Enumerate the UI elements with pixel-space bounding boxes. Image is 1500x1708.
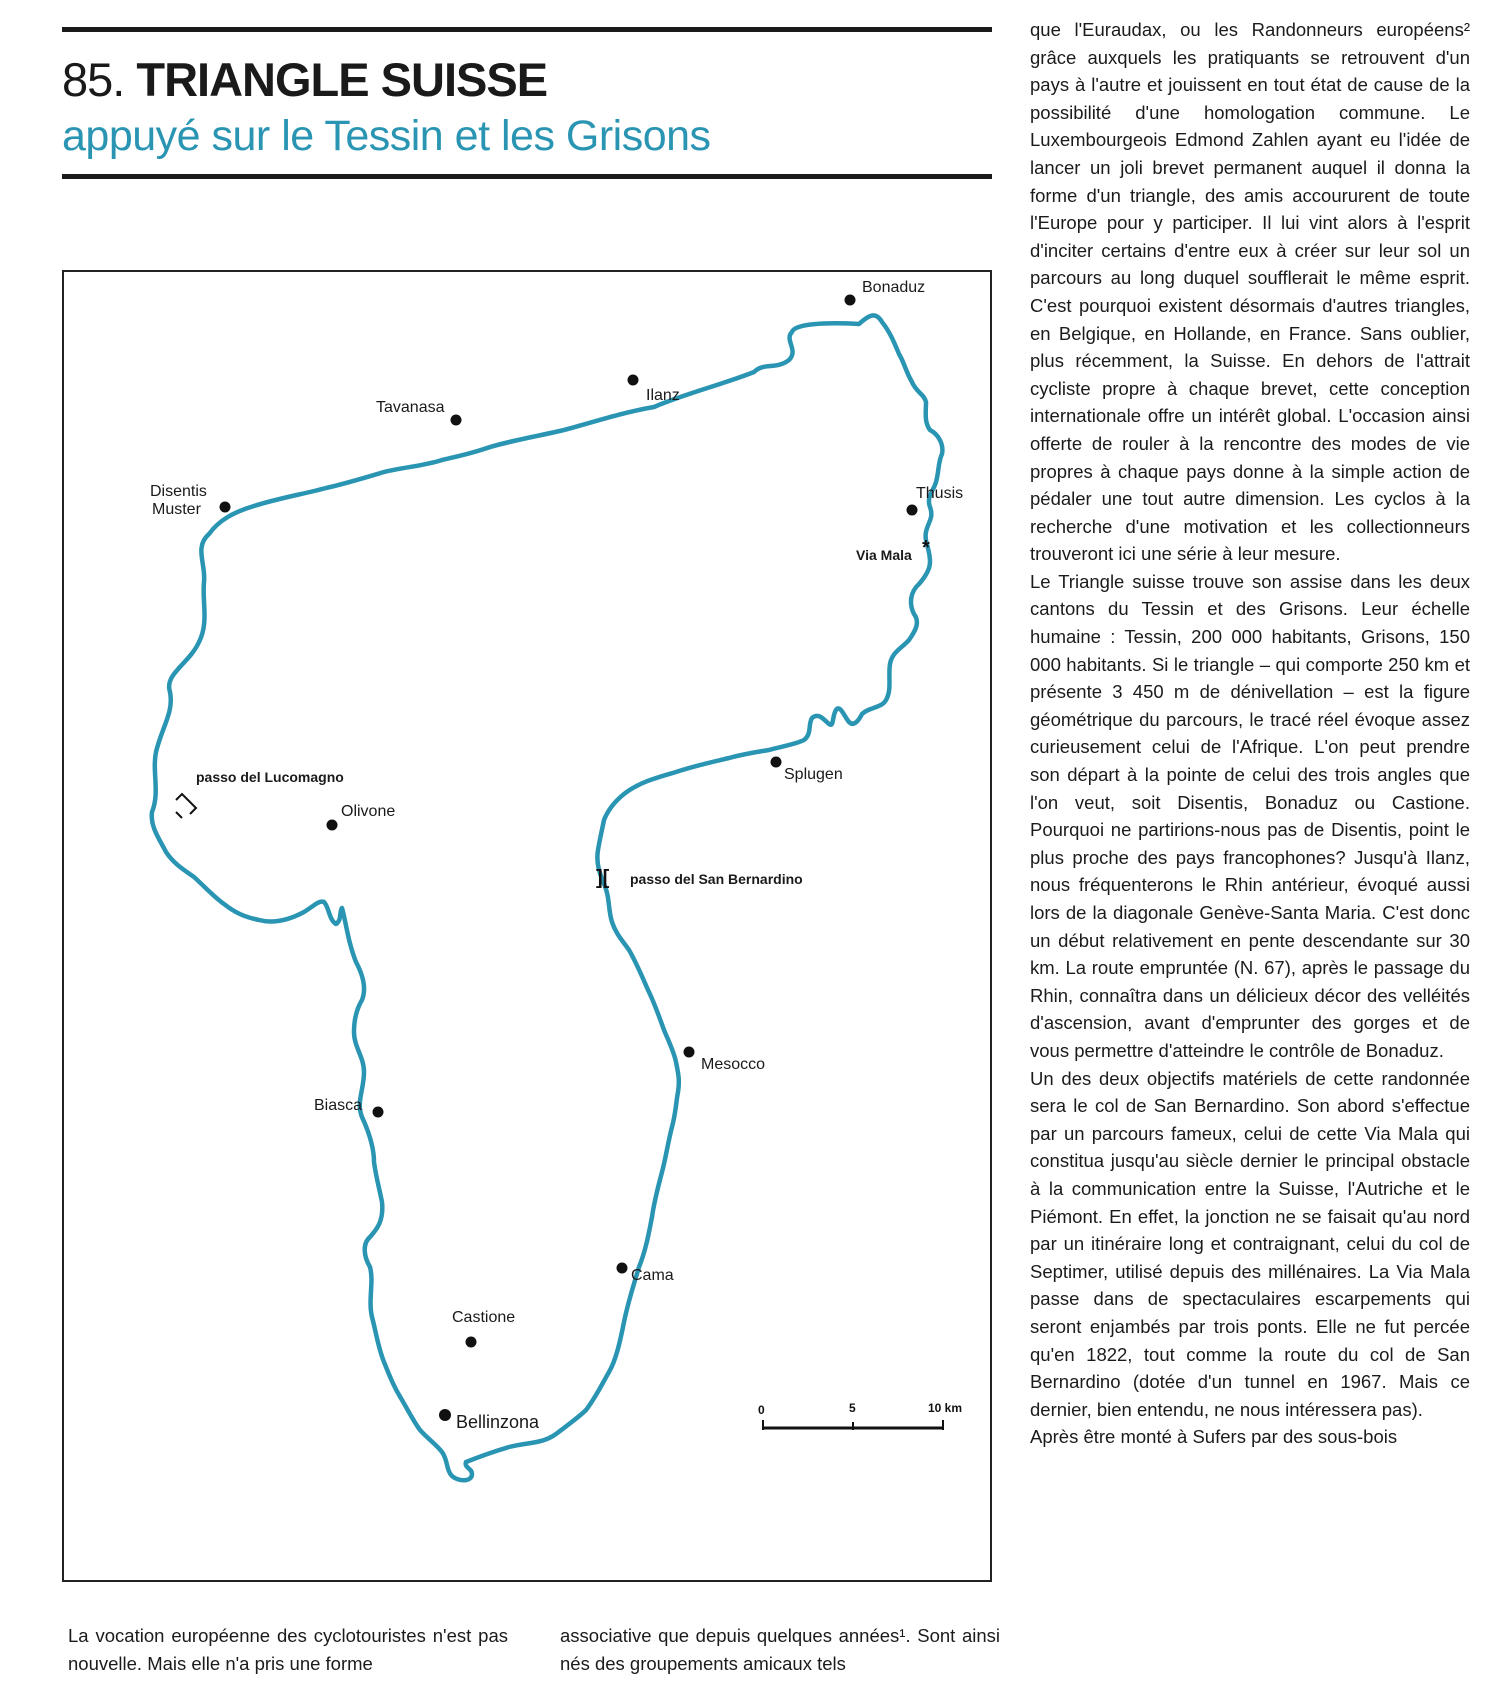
route-line [152, 315, 943, 1480]
header-top-rule [62, 27, 992, 32]
right-column-text [1030, 16, 1470, 1451]
place-ilanz [628, 375, 680, 405]
paragraph: associative que depuis quelques années¹. Sont ainsi nés des groupements amicaux tels [560, 1625, 1000, 1674]
page-subtitle: appuyé sur le Tessin et les Grisons [62, 112, 711, 160]
place-cama [617, 1263, 674, 1285]
place-biasca [314, 1097, 384, 1118]
place-bonaduz [845, 279, 926, 306]
place-label: Bellinzona [456, 1412, 540, 1432]
page-title [62, 52, 547, 108]
place-label: Biasca [314, 1097, 363, 1114]
paragraph: Après être monté à Sufers par des sous-bois [1030, 1426, 1398, 1448]
chapter-number: 85. [62, 53, 125, 106]
bottom-left-text [68, 1622, 508, 1677]
paragraph: Un des deux objectifs matériels de cette randonnée sera le col de San Bernardino. Son abord s'effectue par un parcours fameux, celui de cette Via Mala qui constitua jusqu'au siècle dernier le principal obstacle à la communication entre la Suisse, l'Autriche et le Piémont. En effet, la jonction ne se faisait qu'au nord par un itinéraire long et contraignant, celui du col de Septimer, utilisé depuis des millénaires. La Via Mala passe dans de spectaculaires escarpements qui seront enjambés par trois ponts. Elle ne fut percée qu'en 1822, tout comme la route du col de San Bernardino (dotée d'un tunnel en 1967. Mais ce dernier, bien entendu, ne nous intéressera pas). [1030, 1067, 1470, 1420]
place-bellinzona [439, 1409, 540, 1432]
place-olivone [327, 803, 396, 831]
route-map [62, 270, 992, 1582]
place-label: Disentis [150, 483, 207, 500]
place-thusis [907, 485, 964, 516]
place-tavanasa [376, 399, 462, 426]
place-label: Castione [452, 1309, 516, 1326]
scale-tick-label: 0 [758, 1403, 765, 1417]
pass-icon [176, 794, 196, 818]
place-label: passo del San Bernardino [630, 871, 803, 887]
place-label: Olivone [341, 803, 396, 820]
place-label: Via Mala [856, 547, 912, 563]
place-label: Muster [152, 501, 201, 518]
scale-bar [758, 1401, 962, 1430]
scale-tick-label: 5 [849, 1401, 856, 1415]
chapter-title: TRIANGLE SUISSE [136, 53, 548, 106]
place-castione [452, 1309, 515, 1348]
place-label: Tavanasa [376, 399, 445, 416]
asterisk-icon: * [922, 537, 930, 559]
pass-lucomagno [176, 769, 344, 818]
place-label: passo del Lucomagno [196, 769, 344, 785]
place-label: Ilanz [646, 387, 680, 404]
scale-tick-label: 10 km [928, 1401, 963, 1415]
paragraph: La vocation européenne des cyclotouristes n'est pas nouvelle. Mais elle n'a pris une forme [68, 1625, 508, 1674]
bottom-middle-text [560, 1622, 1000, 1677]
paragraph: que l'Euraudax, ou les Randonneurs européens² grâce auxquels les pratiquants se retrouvent d'un pays à l'autre et jouissent en tout état de cause de la possibilité d'une homologation commune. Le Luxembourgeois Edmond Zahlen ayant eu l'idée de lancer un joli brevet permanent auquel il donna la forme d'un triangle, des amis accoururent de toute l'Europe pour y participer. Il lui vint alors à l'esprit d'inciter certains d'entre eux à créer sur leur sol un parcours au long duquel soufflerait le même esprit. C'est pourquoi existent désormais d'autres triangles, en Belgique, en Hollande, en France. Sans oublier, plus récemment, la Suisse. En dehors de l'attrait cycliste propre à chaque brevet, cette conception internationale offre un intérêt global. L'occasion ainsi offerte de rouler à la rencontre des modes de vie propres à chaque pays donne à la simple action de pédaler une tout autre dimension. Les cyclos à la recherche d'une motivation et les collectionneurs trouveront ici une série à leur mesure. [1030, 19, 1470, 565]
place-disentis-muster [150, 483, 231, 518]
place-mesocco [684, 1047, 766, 1074]
route-map-svg [64, 272, 990, 1580]
pass-icon: ][ [596, 867, 610, 889]
pass-san-bernardino [596, 867, 803, 889]
place-label: Mesocco [701, 1056, 766, 1073]
place-label: Cama [631, 1267, 674, 1284]
place-label: Thusis [916, 485, 964, 502]
place-splugen [771, 757, 843, 784]
place-label: Bonaduz [862, 279, 926, 296]
paragraph: Le Triangle suisse trouve son assise dans les deux cantons du Tessin et des Grisons. Leur échelle humaine : Tessin, 200 000 habitants, Grisons, 150 000 habitants. Si le triangle – qui comporte 250 km et présente 3 450 m de dénivellation – est la figure géométrique du parcours, le tracé réel évoque assez curieusement celui de l'Afrique. L'on peut prendre son départ à la pointe de celui des trois angles que l'on veut, soit Disentis, Bonaduz ou Castione. Pourquoi ne partirions-nous pas de Disentis, point le plus proche des pays francophones? Jusqu'à Ilanz, nous fréquenterons le Rhin antérieur, évoqué aussi lors de la diagonale Genève-Santa Maria. C'est donc un début relativement en pente descendante sur 30 km. La route empruntée (N. 67), après le passage du Rhin, connaîtra dans un délicieux décor des velléités d'ascension, avant d'emprunter des gorges et de vous permettre d'atteindre le contrôle de Bonaduz. [1030, 570, 1470, 1061]
place-via-mala [856, 537, 930, 563]
header-bottom-rule [62, 174, 992, 179]
place-label: Splugen [784, 766, 843, 783]
